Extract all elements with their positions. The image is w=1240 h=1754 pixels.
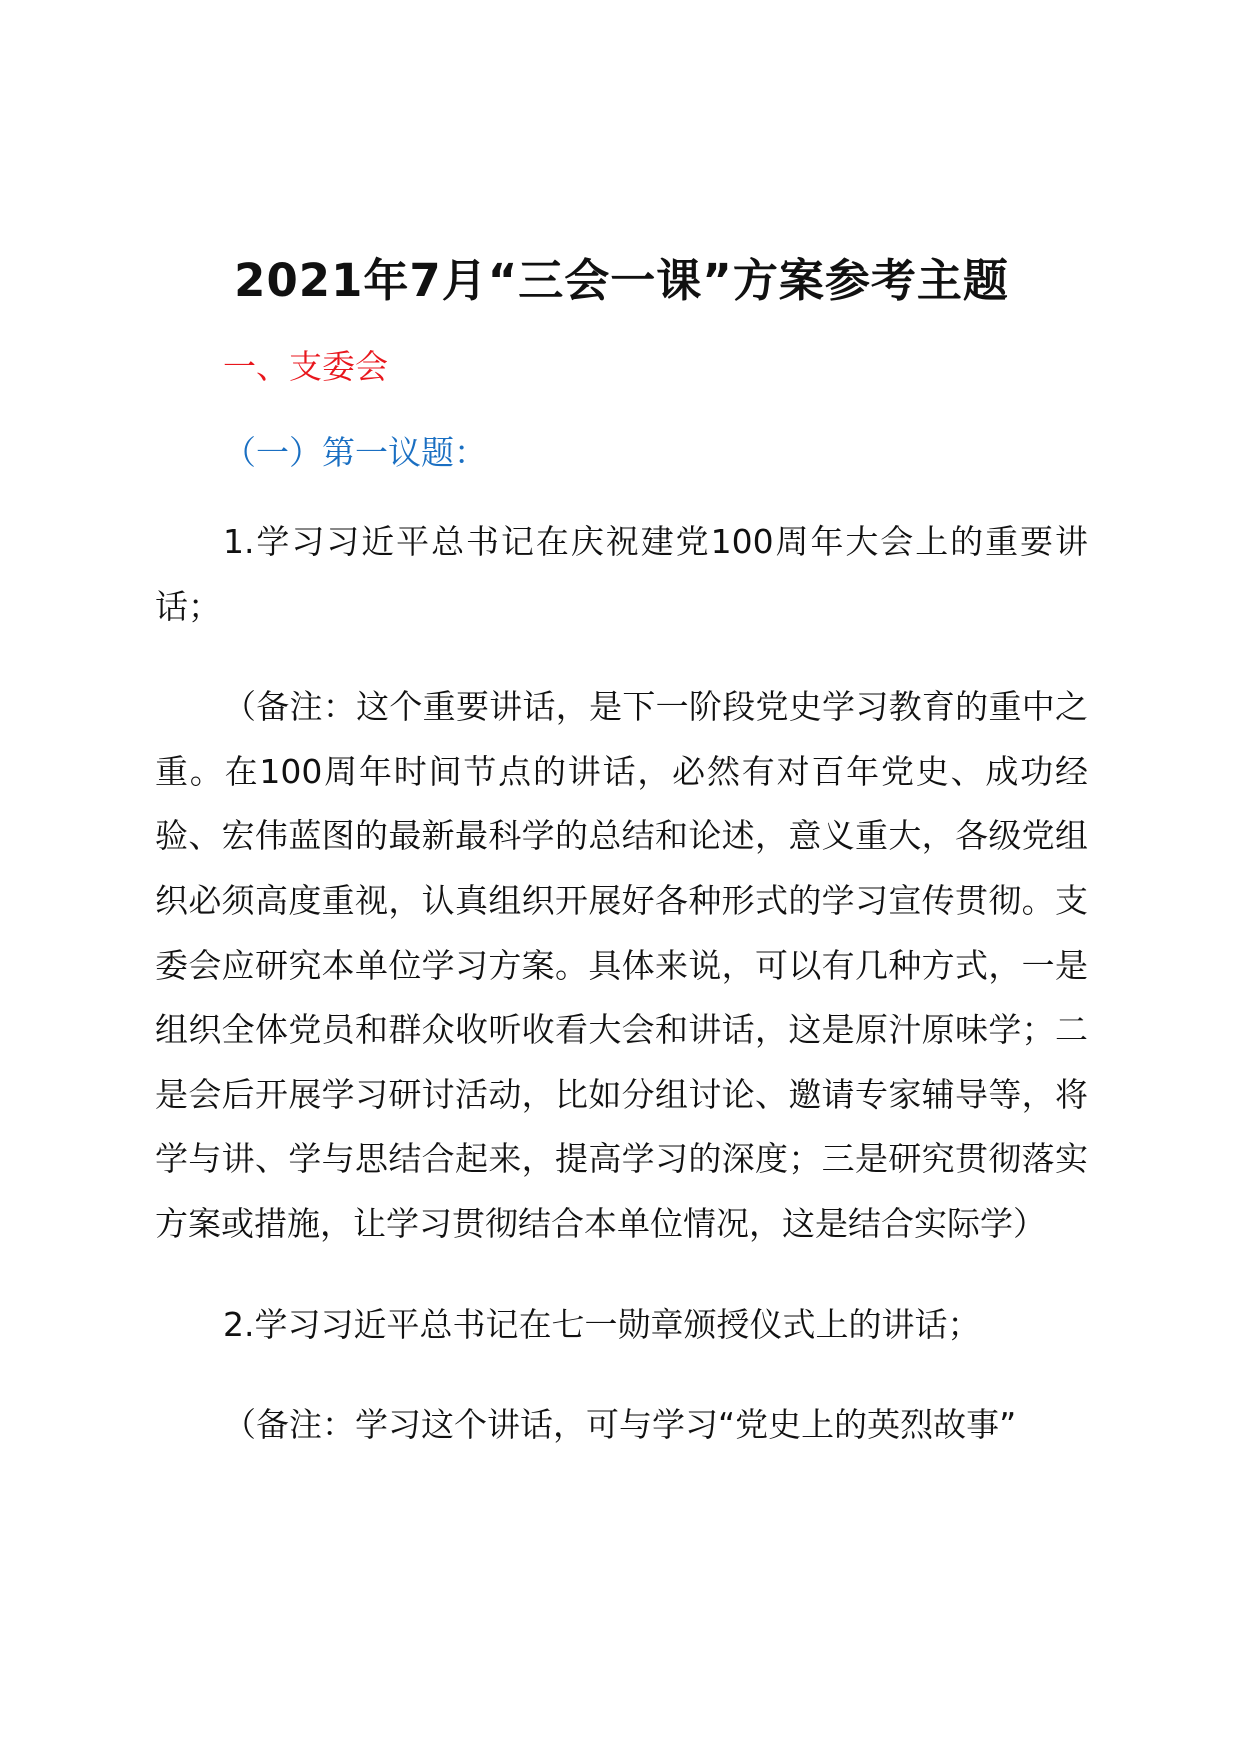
paragraph-note-1: （备注：这个重要讲话，是下一阶段党史学习教育的重中之重。在100周年时间节点的讲话，必然有对百年党史、成功经验、宏伟蓝图的最新最科学的总结和论述，意义重大，各级党组织必须高度重视，认真组织开展好各种形式的学习宣传贯彻。支委会应研究本单位学习方案。具体来说，可以有几种方式，一是组织全体党员和群众收听收看大会和讲话，这是原汁原味学；二是会后开展学习研讨活动，比如分组讨论、邀请专家辅导等，将学与讲、学与思结合起来，提高学习的深度；三是研究贯彻落实方案或措施，让学习贯彻结合本单位情况，这是结合实际学）	[155, 687, 1088, 1243]
document-title: 2021年7月“三会一课”方案参考主题	[234, 254, 1009, 307]
paragraph-item-2: 2.学习习近平总书记在七一勋章颁授仪式上的讲话；	[223, 1304, 981, 1344]
paragraph-note-2: （备注：学习这个讲话，可与学习“党史上的英烈故事”	[223, 1405, 1017, 1445]
section-heading-branch-committee: 一、支委会	[223, 347, 388, 386]
paragraph-item-1: 1.学习习近平总书记在庆祝建党100周年大会上的重要讲话；	[155, 522, 1088, 626]
subsection-heading-first-topic: （一）第一议题：	[223, 433, 487, 472]
